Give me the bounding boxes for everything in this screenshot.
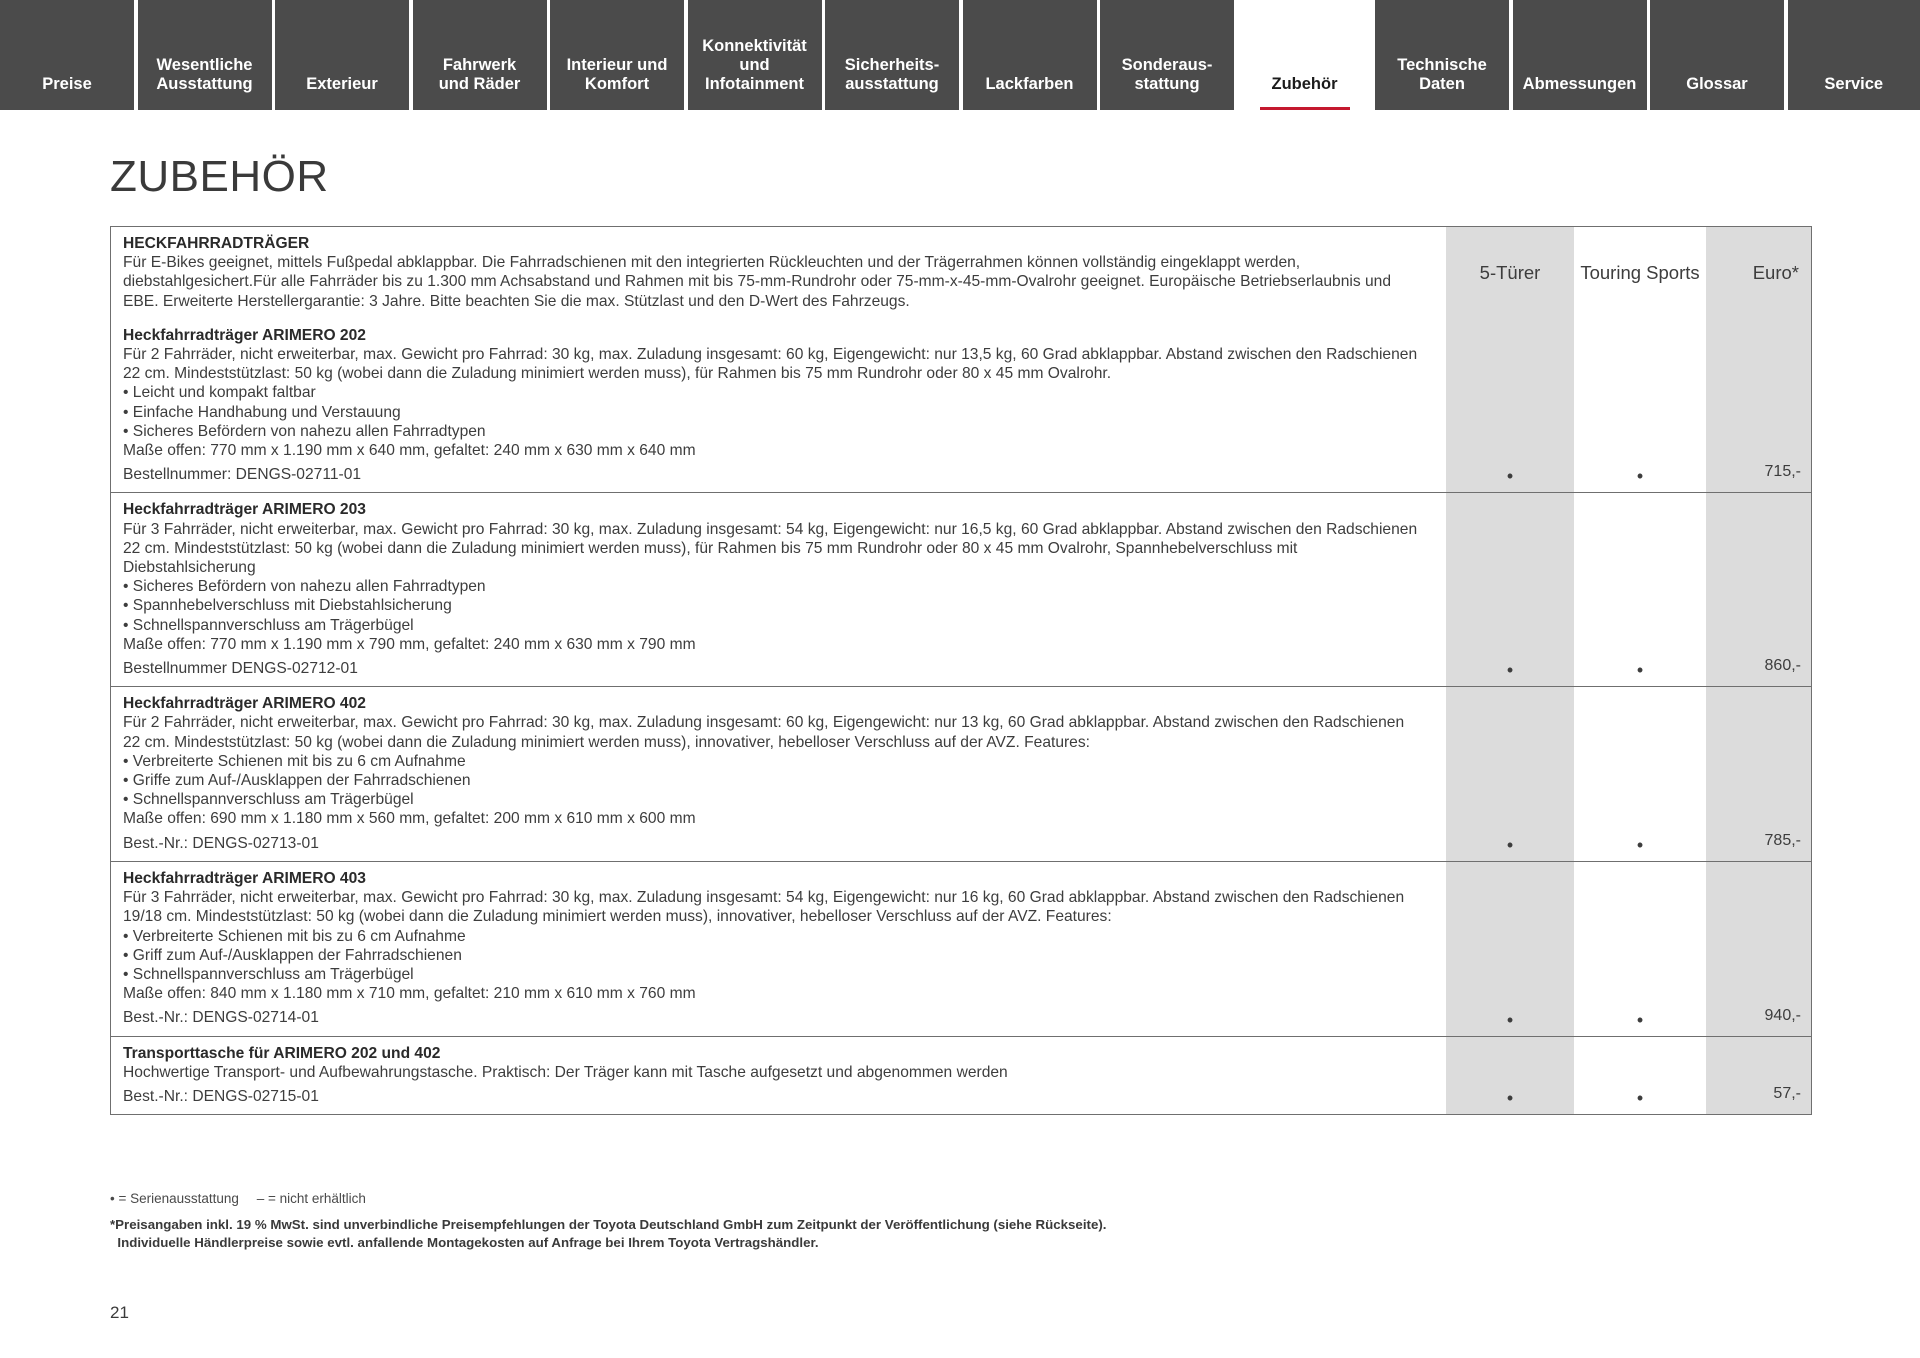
- legend-standard: • = Serienausstattung: [110, 1191, 239, 1206]
- product-description-line: • Verbreiterte Schienen mit bis zu 6 cm Aufnahme: [123, 927, 466, 945]
- product-title: Heckfahrradträger ARIMERO 402: [123, 695, 366, 713]
- availability-5-tuerer: [1446, 687, 1574, 861]
- availability-5-tuerer: [1446, 862, 1574, 1036]
- price-cell: 940,-: [1706, 862, 1811, 1036]
- legend-unavailable: – = nicht erhältlich: [256, 1191, 366, 1206]
- nav-tab-abmessungen[interactable]: Abmessungen: [1513, 0, 1647, 110]
- nav-tab-interieur-und-komfort[interactable]: Interieur und Komfort: [550, 0, 684, 110]
- description-cell: [111, 493, 1436, 686]
- product-title: Heckfahrradträger ARIMERO 203: [123, 501, 366, 519]
- order-number: Bestellnummer DENGS-02712-01: [123, 660, 358, 678]
- product-description-line: Für 3 Fahrräder, nicht erweiterbar, max. Gewicht pro Fahrrad: 30 kg, max. Zuladung insgesamt: 54 kg, Eigengewicht: nur 16,5 kg, 60 Grad abklappbar. Abstand zwischen den Radschienen 22 cm. Mindeststützlast: 50 kg (wobei dann die Zuladung minimiert werden muss), für Rahmen bis 75 mm Rundrohr oder 80 x 45 mm Ovalrohr, Spannhebelverschluss mit Diebstahlsicherung: [123, 520, 1422, 577]
- standard-dot: •: [1636, 1088, 1644, 1109]
- product-description-line: • Griffe zum Auf-/Ausklappen der Fahrradschienen: [123, 772, 471, 790]
- nav-tab-konnektivität-und-infotainment[interactable]: Konnektivität und Infotainment: [688, 0, 822, 110]
- nav-tab-technische-daten[interactable]: Technische Daten: [1375, 0, 1509, 110]
- column-header-price: Euro*: [1706, 227, 1811, 319]
- page-title: ZUBEHÖR: [110, 152, 329, 201]
- description-cell: [111, 687, 1436, 861]
- column-header-touring-sports: Touring Sports: [1576, 227, 1704, 319]
- header-title: HECKFAHRRADTRÄGER: [123, 235, 310, 252]
- product-description-line: Für 3 Fahrräder, nicht erweiterbar, max. Gewicht pro Fahrrad: 30 kg, max. Zuladung insgesamt: 54 kg, Eigengewicht: nur 16 kg, 60 Grad abklappbar. Abstand zwischen den Radschienen 19/18 cm. Mindeststützlast: 50 kg (wobei dann die Zuladung minimiert werden muss), innovativer, hebelloser Verschluss auf der AVZ. Features:: [123, 889, 1409, 926]
- order-number: Bestellnummer: DENGS-02711-01: [123, 466, 362, 484]
- product-title: Heckfahrradträger ARIMERO 202: [123, 326, 366, 344]
- header-description: Für E-Bikes geeignet, mittels Fußpedal abklappbar. Die Fahrradschienen mit den integrierten Rückleuchten und der Trägerrahmen können vollständig eingeklappt werden, diebstahlgesichert.Für alle Fahrräder bis zu 1.300 mm Achsabstand und Rahmen mit bis 75-mm-Rundrohr oder 75-mm-x-45-mm-Ovalrohr geeignet. Europäische Betriebserlaubnis und EBE. Erweiterte Herstellergarantie: 3 Jahre. Bitte beachten Sie die max. Stützlast und den D-Wert des Fahrzeugs.: [123, 254, 1396, 310]
- standard-dot: •: [1506, 1009, 1514, 1030]
- table-row: [111, 1036, 1811, 1115]
- product-description-line: • Sicheres Befördern von nahezu allen Fahrradtypen: [123, 422, 486, 440]
- top-navigation: [0, 0, 1920, 110]
- description-cell: [111, 1037, 1436, 1115]
- price-cell: 715,-: [1706, 319, 1811, 493]
- price-cell: 785,-: [1706, 687, 1811, 861]
- header-description-cell: [111, 227, 1436, 319]
- availability-touring-sports: [1576, 862, 1704, 1036]
- nav-tab-preise[interactable]: Preise: [0, 0, 134, 110]
- price-cell: 860,-: [1706, 493, 1811, 686]
- table-header-row: [111, 227, 1811, 319]
- availability-5-tuerer: [1446, 319, 1574, 493]
- product-description-line: • Griff zum Auf-/Ausklappen der Fahrradschienen: [123, 946, 462, 964]
- nav-tab-lackfarben[interactable]: Lackfarben: [963, 0, 1097, 110]
- product-description-line: • Einfache Handhabung und Verstauung: [123, 403, 401, 421]
- product-description-line: Für 2 Fahrräder, nicht erweiterbar, max. Gewicht pro Fahrrad: 30 kg, max. Zuladung insgesamt: 60 kg, Eigengewicht: nur 13 kg, 60 Grad abklappbar. Abstand zwischen den Radschienen 22 cm. Mindeststützlast: 50 kg (wobei dann die Zuladung minimiert werden muss), innovativer, hebelloser Verschluss auf der AVZ. Features:: [123, 714, 1409, 751]
- product-description-line: • Leicht und kompakt faltbar: [123, 384, 316, 402]
- product-description-line: • Schnellspannverschluss am Trägerbügel: [123, 965, 414, 983]
- product-description-line: • Spannhebelverschluss mit Diebstahlsicherung: [123, 597, 452, 615]
- price-cell: 57,-: [1706, 1037, 1811, 1115]
- standard-dot: •: [1636, 834, 1644, 855]
- product-description-line: Maße offen: 840 mm x 1.180 mm x 710 mm, gefaltet: 210 mm x 610 mm x 760 mm: [123, 985, 696, 1003]
- standard-dot: •: [1506, 466, 1514, 487]
- description-cell: [111, 319, 1436, 493]
- product-description-line: Maße offen: 690 mm x 1.180 mm x 560 mm, gefaltet: 200 mm x 610 mm x 600 mm: [123, 810, 696, 828]
- table-row: [111, 861, 1811, 1036]
- standard-dot: •: [1636, 466, 1644, 487]
- availability-touring-sports: [1576, 1037, 1704, 1115]
- accessory-table: [110, 226, 1812, 1115]
- price-footnote: *Preisangaben inkl. 19 % MwSt. sind unverbindliche Preisempfehlungen der Toyota Deutschland GmbH zum Zeitpunkt der Veröffentlichung (siehe Rückseite). Individuelle Händlerpreise sowie evtl. anfallende Montagekosten auf Anfrage bei Ihrem Toyota Vertragshändler.: [110, 1217, 1107, 1250]
- product-description-line: Für 2 Fahrräder, nicht erweiterbar, max. Gewicht pro Fahrrad: 30 kg, max. Zuladung insgesamt: 60 kg, Eigengewicht: nur 13,5 kg, 60 Grad abklappbar. Abstand zwischen den Radschienen 22 cm. Mindeststützlast: 50 kg (wobei dann die Zuladung minimiert werden muss), für Rahmen bis 75 mm Rundrohr oder 80 x 45 mm Ovalrohr.: [123, 346, 1422, 383]
- page-number: 21: [110, 1303, 129, 1322]
- availability-touring-sports: [1576, 687, 1704, 861]
- product-title: Heckfahrradträger ARIMERO 403: [123, 869, 366, 887]
- availability-5-tuerer: [1446, 493, 1574, 686]
- availability-touring-sports: [1576, 493, 1704, 686]
- order-number: Best.-Nr.: DENGS-02713-01: [123, 834, 319, 852]
- table-row: [111, 319, 1811, 493]
- standard-dot: •: [1506, 660, 1514, 681]
- description-cell: [111, 862, 1436, 1036]
- nav-tab-service[interactable]: Service: [1788, 0, 1920, 110]
- standard-dot: •: [1636, 660, 1644, 681]
- legend: [110, 1191, 380, 1206]
- nav-tab-wesentliche-ausstattung[interactable]: Wesentliche Ausstattung: [138, 0, 272, 110]
- product-description-line: • Sicheres Befördern von nahezu allen Fahrradtypen: [123, 578, 486, 596]
- column-header-5-tuerer: 5-Türer: [1446, 227, 1574, 319]
- availability-touring-sports: [1576, 319, 1704, 493]
- product-description-line: • Schnellspannverschluss am Trägerbügel: [123, 616, 414, 634]
- nav-tab-fahrwerk-und-räder[interactable]: Fahrwerk und Räder: [413, 0, 547, 110]
- order-number: Best.-Nr.: DENGS-02715-01: [123, 1087, 319, 1105]
- product-description-line: • Schnellspannverschluss am Trägerbügel: [123, 791, 414, 809]
- order-number: Best.-Nr.: DENGS-02714-01: [123, 1009, 319, 1027]
- product-title: Transporttasche für ARIMERO 202 und 402: [123, 1044, 441, 1062]
- standard-dot: •: [1506, 1088, 1514, 1109]
- nav-tab-sicherheits-ausstattung[interactable]: Sicherheits- ausstattung: [825, 0, 959, 110]
- availability-5-tuerer: [1446, 1037, 1574, 1115]
- nav-tab-exterieur[interactable]: Exterieur: [275, 0, 409, 110]
- nav-tab-zubehör[interactable]: Zubehör: [1238, 0, 1372, 110]
- table-row: [111, 686, 1811, 861]
- table-row: [111, 492, 1811, 686]
- standard-dot: •: [1636, 1009, 1644, 1030]
- product-description-line: Hochwertige Transport- und Aufbewahrungstasche. Praktisch: Der Träger kann mit Tasche aufgesetzt und abgenommen werden: [123, 1063, 1008, 1081]
- product-description-line: Maße offen: 770 mm x 1.190 mm x 790 mm, gefaltet: 240 mm x 630 mm x 790 mm: [123, 635, 696, 653]
- nav-tab-glossar[interactable]: Glossar: [1650, 0, 1784, 110]
- product-description-line: • Verbreiterte Schienen mit bis zu 6 cm Aufnahme: [123, 752, 466, 770]
- nav-tab-sonderaus-stattung[interactable]: Sonderaus- stattung: [1100, 0, 1234, 110]
- product-description-line: Maße offen: 770 mm x 1.190 mm x 640 mm, gefaltet: 240 mm x 630 mm x 640 mm: [123, 442, 696, 460]
- standard-dot: •: [1506, 834, 1514, 855]
